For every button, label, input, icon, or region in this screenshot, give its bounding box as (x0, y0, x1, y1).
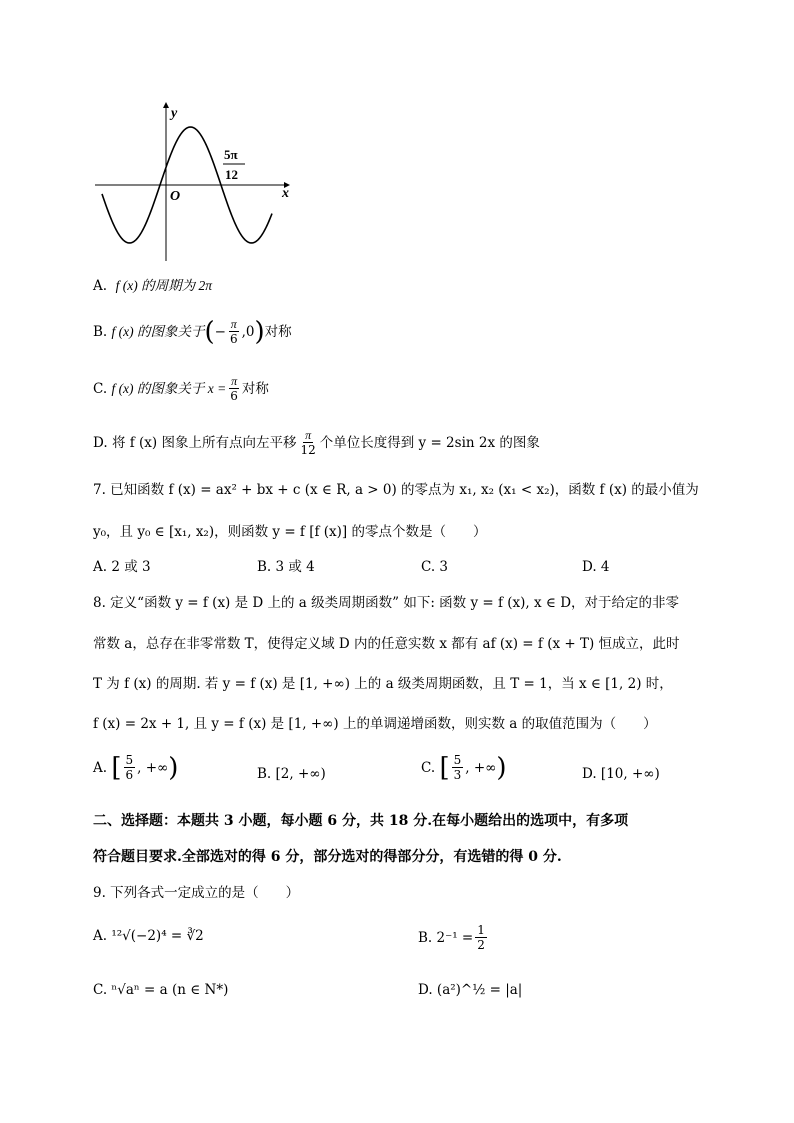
q6-option-d: D. 将 f (x) 图象上所有点向左平移 $\frac{\pi}{12}$ 个单位长度得到 y = 2sin 2x 的图象 (93, 428, 540, 457)
q6-option-a: A. f (x) 的周期为 2π (93, 278, 213, 294)
paren-open: ( (204, 316, 215, 347)
section-2-heading-line-1: 二、选择题：本题共 3 小题，每小题 6 分，共 18 分.在每小题给出的选项中，有多项 (93, 813, 629, 829)
q8-option-a: A. [ $\frac{5}{6}$ , +∞ ) (93, 752, 179, 783)
q7-option-a: A. 2 或 3 (93, 559, 151, 575)
q8-option-b: B. [2, +∞) (257, 766, 326, 782)
q7-option-c: C. 3 (421, 559, 449, 575)
q8-line-4: f (x) = 2x + 1, 且 y = f (x) 是 [1, +∞) 上的单调递增函数，则实数 a 的取值范围为（ ） (93, 716, 657, 732)
q8-line-3: T 为 f (x) 的周期. 若 y = f (x) 是 [1, +∞) 上的 a 级类周期函数，且 T = 1，当 x ∈ [1, 2) 时， (93, 676, 673, 692)
q7-option-d: D. 4 (582, 559, 610, 575)
q8c-fraction: $\frac{5}{3}$ (453, 753, 462, 782)
q8-line-2: 常数 a，总存在非零常数 T，使得定义域 D 内的任意实数 x 都有 af (x) = f (x + T) 恒成立，此时 (93, 636, 680, 652)
axis-y-label: y (171, 106, 178, 121)
q9-option-d: D. (a²)^½ = |a| (418, 982, 523, 998)
q6-option-b: B. f (x) 的图象关于 ( − $\frac{\pi}{6}$ ,0 ) 对称 (93, 316, 292, 347)
q9-option-a: A. ¹²√(−2)⁴ = ∛2 (93, 928, 204, 944)
q9b-fraction: $\frac{1}{2}$ (477, 923, 485, 952)
q9-option-b: B. 2⁻¹ = $\frac{1}{2}$ (418, 923, 485, 952)
q7-option-b: B. 3 或 4 (257, 559, 315, 575)
y-axis-arrow (163, 102, 169, 108)
q8-line-1: 8. 定义“函数 y = f (x) 是 D 上的 a 级类周期函数” 如下: 函数 y = f (x), x ∈ D，对于给定的非零 (93, 595, 680, 611)
tick-numerator: 5π (224, 147, 238, 162)
q9-option-c: C. ⁿ√aⁿ = a (n ∈ N*) (93, 982, 229, 998)
section-2-heading-line-2: 符合题目要求.全部选对的得 6 分，部分选对的得部分分，有选错的得 0 分. (93, 849, 562, 865)
q7-line-1: 7. 已知函数 f (x) = ax² + bx + c (x ∈ R, a > 0) 的零点为 x₁, x₂ (x₁ < x₂)，函数 f (x) 的最小值为 (93, 482, 699, 498)
c-fraction: $\frac{\pi}{6}$ (230, 374, 238, 403)
q9-stem: 9. 下列各式一定成立的是（ ） (93, 885, 300, 901)
origin-label: O (170, 189, 181, 204)
q6-option-c: C. f (x) 的图象关于 x = $\frac{\pi}{6}$ 对称 (93, 374, 269, 403)
q7-line-2: y₀，且 y₀ ∈ [x₁, x₂)，则函数 y = f [f (x)] 的零点个数是（ ） (93, 524, 487, 540)
d-fraction: $\frac{\pi}{12}$ (300, 428, 316, 457)
b-fraction: $\frac{\pi}{6}$ (229, 317, 238, 346)
paren-close: ) (254, 316, 265, 347)
q8-option-d: D. [10, +∞) (582, 766, 660, 782)
axis-x-label: x (282, 186, 289, 201)
tick-denominator: 12 (225, 167, 238, 182)
q8-option-c: C. [ $\frac{5}{3}$ , +∞ ) (421, 752, 507, 783)
q8a-fraction: $\frac{5}{6}$ (125, 753, 134, 782)
sine-graph (90, 96, 300, 266)
